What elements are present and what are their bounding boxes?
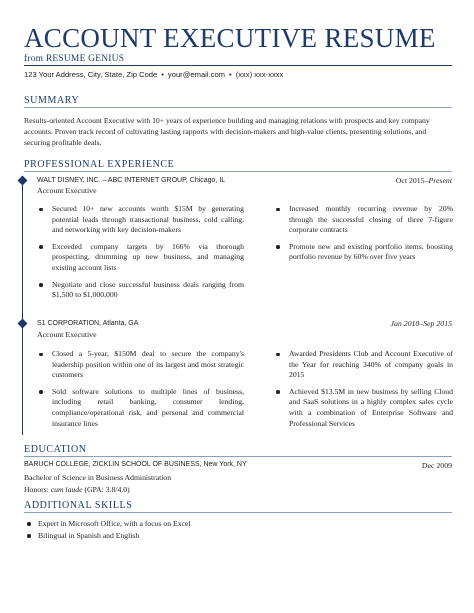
job-date-start: Oct 2015– bbox=[395, 176, 429, 185]
experience-divider bbox=[24, 171, 452, 172]
experience-timeline bbox=[22, 181, 23, 435]
job-company bbox=[37, 177, 452, 184]
list-item: Bilingual in Spanish and English bbox=[24, 530, 191, 542]
resume-subtitle: from RESUME GENIUS bbox=[24, 54, 125, 64]
job-bullets-right bbox=[275, 349, 453, 435]
summary-text: Results-oriented Account Executive with 10+ years of experience building and managing relations with prospects and key company accounts. Proven track record of cultivating lasting rapports with decision-makers and high-value clients, presenting solutions, and securing profitable deals. bbox=[24, 116, 430, 147]
skills-list bbox=[24, 518, 191, 542]
education-divider bbox=[24, 456, 452, 457]
honors-value: cum laude bbox=[50, 485, 83, 494]
education-gpa: (GPA: 3.8/4.0) bbox=[84, 485, 130, 494]
skills-divider bbox=[24, 512, 452, 513]
list-item: Awarded Presidents Club and Account Executive of the Year for reaching 340% of company goals in 2015 bbox=[275, 349, 453, 381]
summary-divider bbox=[24, 107, 452, 108]
job-company-name: S1 CORPORATION, bbox=[37, 320, 102, 327]
summary-heading: SUMMARY bbox=[24, 95, 80, 106]
education-location: New York, NY bbox=[203, 461, 247, 468]
education-heading: EDUCATION bbox=[24, 444, 87, 455]
list-item: Expert in Microsoft Office, with a focus on Excel bbox=[24, 518, 191, 530]
education-degree: Bachelor of Science in Business Administration bbox=[24, 473, 172, 482]
education-honors bbox=[24, 485, 130, 494]
resume-title: ACCOUNT EXECUTIVE RESUME bbox=[24, 23, 436, 53]
contact-address: 123 Your Address, City, State, Zip Code bbox=[24, 70, 158, 79]
timeline-marker-icon bbox=[18, 319, 28, 329]
job-bullets-left bbox=[38, 204, 244, 307]
list-item: Secured 10+ new accounts worth $15M by generating potential leads through transactional business, cold calling, and networking with key decision-makers bbox=[38, 204, 244, 236]
contact-separator: • bbox=[229, 70, 232, 79]
list-item: Increased monthly recurring revenue by 20% through the successful closing of three 7-figure corporate contracts bbox=[275, 204, 453, 236]
contact-line bbox=[24, 70, 283, 79]
job-location: Atlanta, GA bbox=[102, 320, 139, 327]
contact-separator: • bbox=[161, 70, 164, 79]
list-item: Exceeded company targets by 166% via thorough prospecting, drumming up new business, and managing existing account lists bbox=[38, 242, 244, 274]
job-date-end: Present bbox=[428, 176, 452, 185]
contact-email[interactable]: your@email.com bbox=[167, 70, 226, 79]
timeline-marker-icon bbox=[18, 176, 28, 186]
job-bullets-right bbox=[275, 204, 453, 269]
experience-heading: PROFESSIONAL EXPERIENCE bbox=[24, 159, 175, 170]
job-date-range: Jan 2010–Sep 2015 bbox=[390, 319, 452, 328]
contact-phone: (xxx) xxx-xxxx bbox=[235, 70, 284, 79]
education-school-name: BARUCH COLLEGE, ZICKLIN SCHOOL OF BUSINESS, bbox=[24, 461, 202, 468]
job-date bbox=[396, 176, 452, 185]
job-bullets-left bbox=[38, 349, 244, 435]
title-divider bbox=[24, 65, 452, 66]
education-date: Dec 2009 bbox=[421, 461, 452, 470]
job-company-name: WALT DISNEY, INC. – ABC INTERNET GROUP, bbox=[37, 177, 188, 184]
honors-label: Honors: bbox=[24, 485, 49, 494]
list-item: Negotiate and close successful business deals ranging from $1,500 to $1,000,000 bbox=[38, 280, 244, 301]
list-item: Closed a 5-year, $150M deal to secure the company's leadership position within one of its largest and most strategic customers bbox=[38, 349, 244, 381]
job-title: Account Executive bbox=[37, 186, 97, 195]
list-item: Sold software solutions to multiple lines of business, including retail banking, consumer lending, compliance/operational risk, and personal and commercial insurance lines bbox=[38, 387, 244, 429]
education-school bbox=[24, 461, 247, 468]
job-location: Chicago, IL bbox=[189, 177, 226, 184]
list-item: Achieved $13.5M in new business by selling Cloud and SaaS solutions in a highly complex sales cycle with a combination of Enterprise Software and Professional Services bbox=[275, 387, 453, 429]
job-date bbox=[391, 319, 453, 328]
list-item: Promote new and existing portfolio items, boosting portfolio revenue by 60% over five years bbox=[275, 242, 453, 263]
job-title: Account Executive bbox=[37, 330, 97, 339]
skills-heading: ADDITIONAL SKILLS bbox=[24, 500, 133, 511]
